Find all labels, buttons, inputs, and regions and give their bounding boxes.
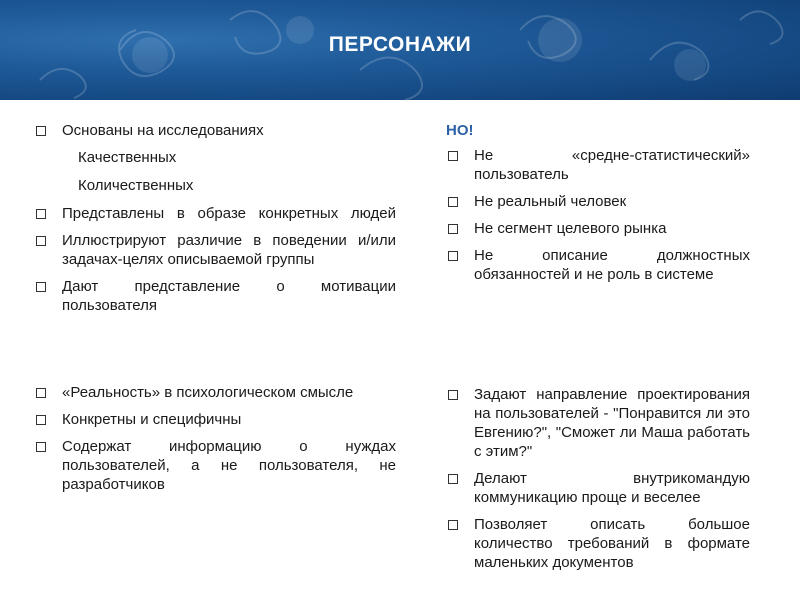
list-item: Конкретны и специфичны (34, 410, 396, 429)
list-subitem: Качественных (78, 149, 177, 166)
hollow-square-bullet-icon (446, 246, 460, 265)
hollow-square-bullet-icon (34, 121, 48, 140)
list-item: «Реальность» в психологическом смысле (34, 383, 396, 402)
list-item: Делают внутрикомандую коммуникацию проще и веселее (446, 469, 750, 507)
page-title: ПЕРСОНАЖИ (328, 33, 472, 56)
hollow-square-bullet-icon (34, 437, 48, 456)
list-item: Дают представление о мотивации пользователя (34, 277, 396, 315)
header-banner (0, 0, 800, 100)
hollow-square-bullet-icon (446, 219, 460, 238)
hollow-square-bullet-icon (34, 410, 48, 429)
right-bottom-list (446, 385, 750, 572)
list-item: Позволяет описать большое количество требований в формате маленьких документов (446, 515, 750, 572)
hollow-square-bullet-icon (34, 231, 48, 250)
hollow-square-bullet-icon (446, 515, 460, 534)
hollow-square-bullet-icon (446, 469, 460, 488)
hollow-square-bullet-icon (34, 383, 48, 402)
hollow-square-bullet-icon (446, 192, 460, 211)
list-item: Иллюстрируют различие в поведении и/или задачах-целях описываемой группы (34, 231, 396, 269)
list-item: Содержат информацию о нуждах пользователей, а не пользователя, не разработчиков (34, 437, 396, 494)
right-top-list (446, 121, 750, 284)
hollow-square-bullet-icon (446, 385, 460, 404)
but-heading: НО! (446, 122, 474, 139)
hollow-square-bullet-icon (34, 277, 48, 296)
list-item: Не сегмент целевого рынка (446, 219, 750, 238)
list-item: Основаны на исследованиях (34, 121, 396, 140)
list-subitem: Количественных (78, 177, 194, 194)
left-top-list (34, 121, 396, 315)
list-item: Не реальный человек (446, 192, 750, 211)
list-item: Представлены в образе конкретных людей (34, 204, 396, 223)
list-item: Не описание должностных обязанностей и не роль в системе (446, 246, 750, 284)
hollow-square-bullet-icon (446, 146, 460, 165)
list-item: Не «средне-статистический» пользователь (446, 146, 750, 184)
left-bottom-list (34, 383, 396, 494)
list-item: Задают направление проектирования на пользователей - "Понравится ли это Евгению?", "Сможет ли Маша работать с этим?" (446, 385, 750, 461)
hollow-square-bullet-icon (34, 204, 48, 223)
